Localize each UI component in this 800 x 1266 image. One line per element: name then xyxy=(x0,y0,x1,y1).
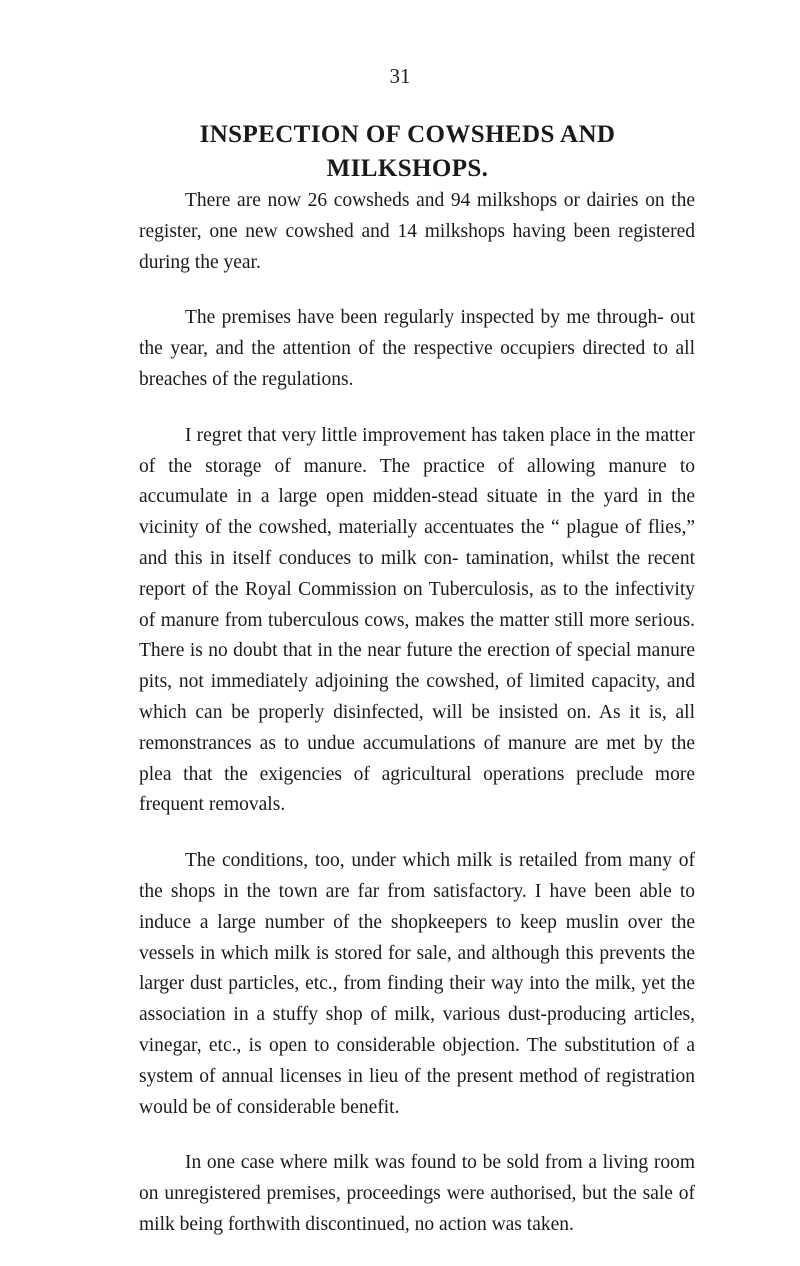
section-title: INSPECTION OF COWSHEDS AND MILKSHOPS. xyxy=(199,121,616,182)
page-number: 31 xyxy=(389,64,411,88)
paragraph-inspections: The premises have been regularly inspected by me through- out the year, and the attention of the respective occupiers directed to all breaches of the regulations. xyxy=(139,307,695,390)
paragraph-shop-conditions: The conditions, too, under which milk is retailed from many of the shops in the town are far from satisfactory. I have been able to induce a large number of the shopkeepers to keep muslin over the vessels in which milk is stored for sale, and although this prevents the larger dust particles, etc., from finding their way into the milk, yet the association in a stuffy shop of milk, various dust-producing articles, vinegar, etc., is open to considerable objection. The substitution of a system of annual licenses in lieu of the present method of registration would be of considerable benefit. xyxy=(139,850,695,1118)
paragraph-registrations: There are now 26 cowsheds and 94 milkshops or dairies on the register, one new cowshed and 14 milkshops having been registered during the year. xyxy=(139,190,695,273)
paragraph-unregistered-premises: In one case where milk was found to be sold from a living room on unregistered premises, proceedings were authorised, but the sale of milk being forthwith discontinued, no action was taken. xyxy=(139,1152,695,1235)
body-text xyxy=(139,186,695,1266)
paragraph-manure-storage: I regret that very little improvement has taken place in the matter of the storage of manure. The practice of allowing manure to accumulate in a large open midden-stead situate in the yard in the vicinity of the cowshed, materially accentuates the “ plague of flies,” and this in itself conduces to milk con- tamination, whilst the recent report of the Royal Commission on Tuberculosis, as to the infectivity of manure from tuberculous cows, makes the matter still more serious. There is no doubt that in the near future the erection of special manure pits, not immediately adjoining the cowshed, of limited capacity, and which can be properly disinfected, will be insisted on. As it is, all remonstrances as to undue accumulations of manure are met by the plea that the exigencies of agricultural operations preclude more frequent removals. xyxy=(139,424,695,816)
